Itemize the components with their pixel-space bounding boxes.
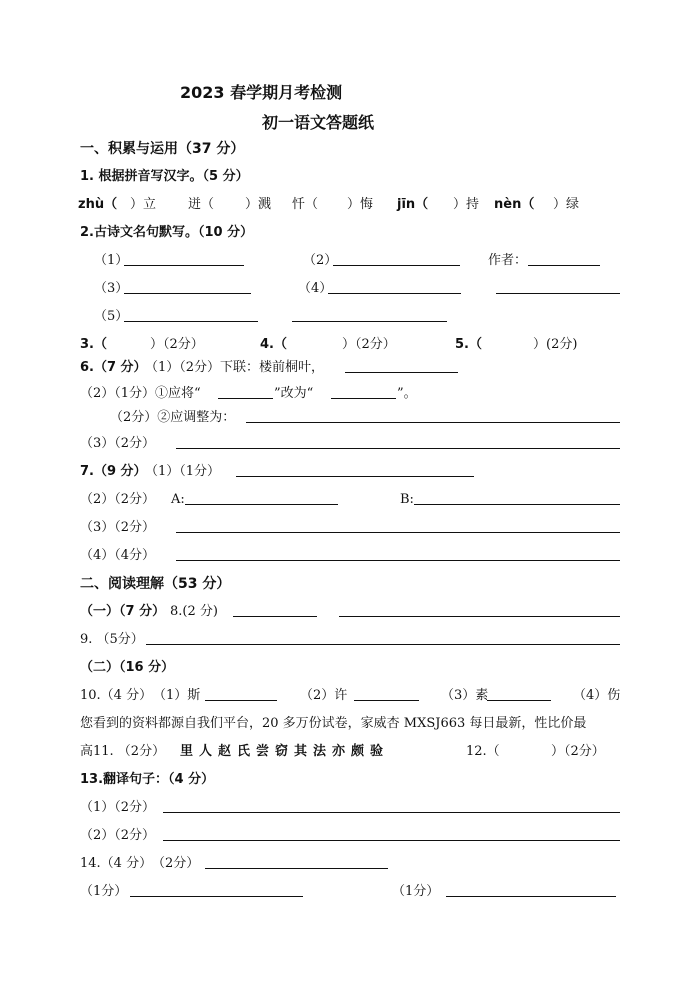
answer-blank[interactable] — [345, 372, 458, 373]
answer-sheet-title: 初一语文答题纸 — [262, 113, 375, 132]
answer-blank[interactable] — [333, 265, 460, 266]
answer-blank[interactable] — [487, 700, 551, 701]
question-8-row: （一）（7 分） 8.(2 分) — [0, 601, 696, 623]
answer-blank[interactable] — [446, 896, 616, 897]
answer-blank[interactable] — [205, 868, 388, 869]
question-6-row-4: （3）（2分） — [0, 433, 696, 455]
question-6-row-2: （2）（1分）①应将“ ”改为“ ”。 — [80, 386, 417, 401]
answer-blank[interactable] — [236, 476, 474, 477]
part-2-heading: （二）（16 分） — [80, 660, 175, 675]
question-13-row-1: （1）（2分） — [0, 797, 696, 819]
question-7-row-4: （4）（4分） — [0, 545, 696, 567]
question-1-items: zhù（ ）立 迸（ ）溅 忏（ ）悔 jīn（ ）持 nèn（ ）绿 — [78, 197, 580, 212]
question-6-row-1: 6.（7 分） （1）（2分）下联：楼前桐叶， — [0, 357, 696, 379]
exam-title: 2023 春学期月考检测 — [180, 83, 343, 102]
answer-blank[interactable] — [146, 644, 620, 645]
question-2-row-1: （1） （2） 作者： — [0, 250, 696, 272]
answer-blank[interactable] — [130, 896, 303, 897]
question-2-row-3: （5） — [0, 306, 696, 328]
answer-blank[interactable] — [124, 321, 258, 322]
question-13-row-2: （2）（2分） — [0, 825, 696, 847]
answer-blank[interactable] — [176, 532, 620, 533]
question-7-row-3: （3）（2分） — [0, 517, 696, 539]
questions-3-5: 3.（ ）（2分） 4.（ ）（2分） 5.（ ）(2分) — [80, 337, 578, 352]
section-1-heading: 一、积累与运用（37 分） — [80, 141, 245, 157]
question-13-label: 13.翻译句子：（4 分） — [80, 772, 215, 787]
answer-blank[interactable] — [328, 293, 461, 294]
question-10-row: 10.（4 分） （1）斯 （2）许 （3）素 （4）伤 — [80, 688, 621, 703]
question-14-row-2: （1分） （1分） — [0, 881, 696, 903]
question-2-label: 2.古诗文名句默写。（10 分） — [80, 225, 254, 240]
section-2-heading: 二、阅读理解（53 分） — [80, 576, 231, 592]
watermark-text: 您看到的资料都源自我们平台，20 多万份试卷，家威杏 MXSJ663 每日最新，性比价最 — [80, 716, 587, 731]
answer-blank[interactable] — [185, 504, 338, 505]
answer-blank[interactable] — [163, 840, 620, 841]
question-7-row-2: （2）（2分） A: B: — [0, 489, 696, 511]
answer-blank[interactable] — [292, 321, 447, 322]
answer-blank[interactable] — [496, 293, 620, 294]
question-7-row-1: 7.（9 分） （1）（1分） — [0, 461, 696, 483]
answer-blank[interactable] — [176, 448, 620, 449]
questions-11-12: 高11. （2分） 里人赵氏尝窃其法亦颇验 12.（ ）（2分） — [80, 744, 605, 759]
question-6-row-3: （2分）②应调整为： — [0, 407, 696, 429]
question-9-row: 9. （5分） — [0, 629, 696, 651]
answer-blank[interactable] — [414, 504, 620, 505]
answer-blank[interactable] — [233, 616, 317, 617]
answer-blank[interactable] — [163, 812, 620, 813]
answer-blank[interactable] — [205, 700, 277, 701]
answer-blank[interactable] — [124, 293, 251, 294]
answer-blank[interactable] — [246, 422, 620, 423]
answer-blank[interactable] — [339, 616, 620, 617]
question-1-label: 1. 根据拼音写汉字。（5 分） — [80, 169, 249, 184]
author-blank[interactable] — [528, 265, 600, 266]
answer-blank[interactable] — [354, 700, 419, 701]
answer-blank[interactable] — [218, 398, 273, 399]
question-14-row-1: 14.（4 分） （2分） — [0, 853, 696, 875]
answer-blank[interactable] — [124, 265, 244, 266]
question-2-row-2: （3） （4） — [0, 278, 696, 300]
answer-blank[interactable] — [331, 398, 396, 399]
answer-blank[interactable] — [176, 560, 620, 561]
